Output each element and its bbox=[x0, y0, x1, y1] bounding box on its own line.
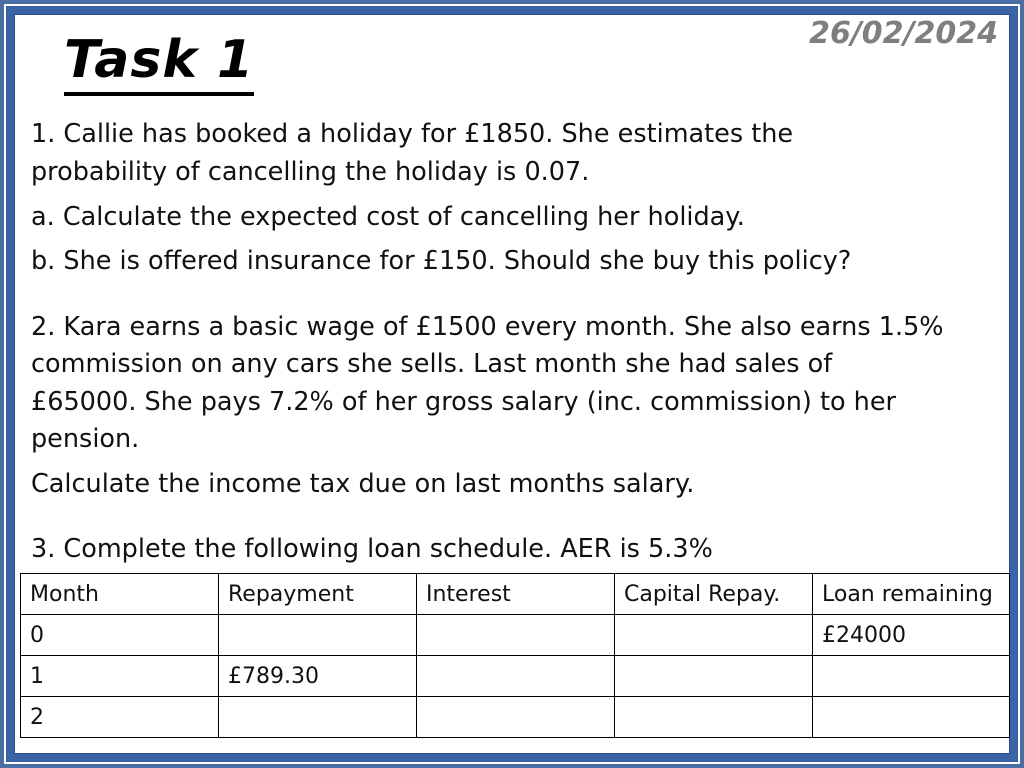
cell-month: 0 bbox=[21, 615, 219, 656]
loan-schedule-table bbox=[20, 573, 1010, 738]
q1-part-b: b. She is offered insurance for £150. Should she buy this policy? bbox=[31, 246, 852, 276]
header-loan-remaining: Loan remaining bbox=[813, 574, 1010, 615]
cell-loan-remaining[interactable] bbox=[813, 656, 1010, 697]
header-capital-repay: Capital Repay. bbox=[615, 574, 813, 615]
task-title: Task 1 bbox=[64, 30, 254, 96]
cell-interest[interactable] bbox=[417, 656, 615, 697]
q3-line-1: 3. Complete the following loan schedule. AER is 5.3% bbox=[31, 534, 713, 564]
cell-loan-remaining[interactable] bbox=[813, 697, 1010, 738]
cell-loan-remaining: £24000 bbox=[813, 615, 1010, 656]
cell-month: 2 bbox=[21, 697, 219, 738]
cell-repayment[interactable] bbox=[219, 697, 417, 738]
q1-line-1: 1. Callie has booked a holiday for £1850. She estimates the bbox=[31, 119, 794, 149]
header-month: Month bbox=[21, 574, 219, 615]
cell-capital-repay[interactable] bbox=[615, 615, 813, 656]
cell-capital-repay[interactable] bbox=[615, 656, 813, 697]
q2-line-2: commission on any cars she sells. Last month she had sales of bbox=[31, 349, 833, 379]
table-row bbox=[21, 656, 1010, 697]
date-label: 26/02/2024 bbox=[809, 16, 998, 51]
table-header-row bbox=[21, 574, 1010, 615]
q1-part-a: a. Calculate the expected cost of cancelling her holiday. bbox=[31, 202, 745, 232]
cell-month: 1 bbox=[21, 656, 219, 697]
cell-interest[interactable] bbox=[417, 697, 615, 738]
table-row bbox=[21, 615, 1010, 656]
cell-interest[interactable] bbox=[417, 615, 615, 656]
q1-line-2: probability of cancelling the holiday is 0.07. bbox=[31, 157, 590, 187]
q2-line-3: £65000. She pays 7.2% of her gross salary (inc. commission) to her bbox=[31, 387, 897, 417]
q2-line-4: pension. bbox=[31, 424, 140, 454]
cell-capital-repay[interactable] bbox=[615, 697, 813, 738]
cell-repayment[interactable] bbox=[219, 615, 417, 656]
cell-repayment: £789.30 bbox=[219, 656, 417, 697]
header-interest: Interest bbox=[417, 574, 615, 615]
header-repayment: Repayment bbox=[219, 574, 417, 615]
q2-line-1: 2. Kara earns a basic wage of £1500 every month. She also earns 1.5% bbox=[31, 312, 944, 342]
table-row bbox=[21, 697, 1010, 738]
q2-instruction: Calculate the income tax due on last months salary. bbox=[31, 469, 695, 499]
